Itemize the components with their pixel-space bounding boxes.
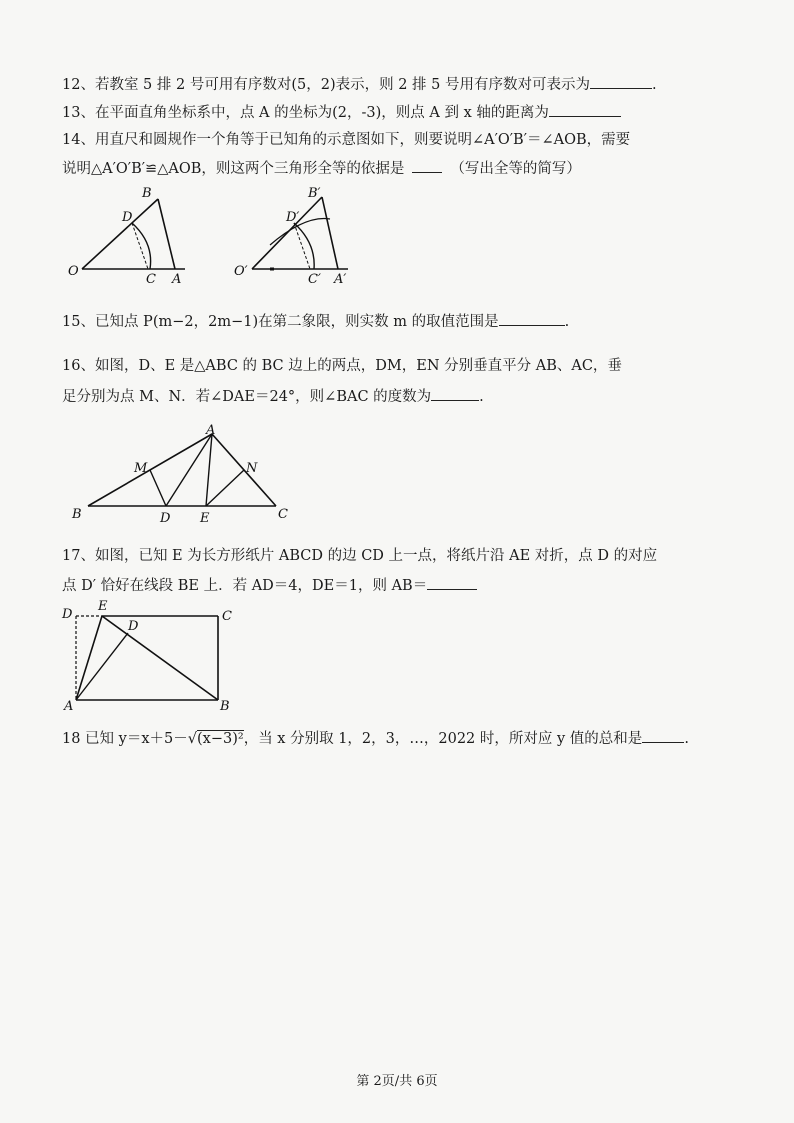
q16-label-b: B [72,507,82,522]
q16-label-a: A [206,423,216,438]
q16-label-m: M [134,461,148,476]
question-13: 13、在平面直角坐标系中，点 A 的坐标为(2，-3)，则点 A 到 x 轴的距离为 [62,102,742,123]
question-17-line-2: 点 D′ 恰好在线段 BE 上．若 AD＝4，DE＝1，则 AB＝ [62,575,742,596]
question-14-line-2: 说明△A′O′B′≌△AOB，则这两个三角形全等的依据是 （写出全等的简写） [62,158,742,179]
question-16-line-2: 足分别为点 M、N．若∠DAE＝24°，则∠BAC 的度数为 . [62,386,742,407]
q14-figure-right [230,183,370,287]
q16-label-n: N [246,461,258,476]
question-12: 12、若教室 5 排 2 号可用有序数对(5，2)表示，则 2 排 5 号用有序数对可表示为 . [62,74,742,95]
q14-right-label-c: C′ [308,272,321,287]
answer-blank-12[interactable] [590,74,652,89]
q16-label-d: D [160,511,171,524]
answer-blank-16[interactable] [431,386,479,401]
q14-right-label-d: D′ [286,210,300,225]
q14-left-label-a: A [172,272,182,285]
q17-label-c: C [222,609,232,624]
q14-figure-left [60,185,200,285]
answer-blank-15[interactable] [499,311,565,326]
sqrt-radicand: (x−3)² [197,731,244,747]
question-16-line-1: 16、如图，D、E 是△ABC 的 BC 边上的两点，DM，EN 分别垂直平分 AB、AC，垂 [62,358,622,374]
answer-blank-17[interactable] [427,575,477,590]
question-14-line-1: 14、用直尺和圆规作一个角等于已知角的示意图如下，则要说明∠A′O′B′＝∠AOB，需要 [62,132,631,148]
q17-label-d-folded: D [128,619,139,634]
question-15: 15、已知点 P(m−2，2m−1)在第二象限，则实数 m 的取值范围是 . [62,311,742,332]
q14-right-label-a: A′ [334,272,347,287]
sqrt-symbol: √ [187,731,198,747]
q17-label-b: B [220,699,230,714]
q17-label-d-original: D [62,607,73,622]
q17-figure [58,600,248,714]
q14-left-label-b: B [142,186,152,201]
q17-label-a: A [64,699,74,714]
question-18: 18 已知 y＝x＋5－√(x−3)²，当 x 分别取 1，2，3，…，2022 时，所对应 y 值的总和是 . [62,728,742,749]
q17-label-e: E [98,600,108,614]
q14-right-label-b: B′ [308,186,321,201]
answer-blank-14[interactable] [412,158,442,173]
q16-label-e: E [200,511,210,524]
q14-right-label-o: O′ [234,264,248,279]
q16-figure [66,420,306,524]
q16-label-c: C [278,507,288,522]
answer-blank-18[interactable] [642,728,684,743]
answer-blank-13[interactable] [549,102,621,117]
question-17-line-1: 17、如图，已知 E 为长方形纸片 ABCD 的边 CD 上一点，将纸片沿 AE 对折，点 D 的对应 [62,548,658,564]
q14-left-label-o: O [68,264,79,279]
q14-left-label-c: C [146,272,156,285]
q14-left-label-d: D [122,210,133,225]
page-footer: 第 2页/共 6页 [356,1074,438,1089]
